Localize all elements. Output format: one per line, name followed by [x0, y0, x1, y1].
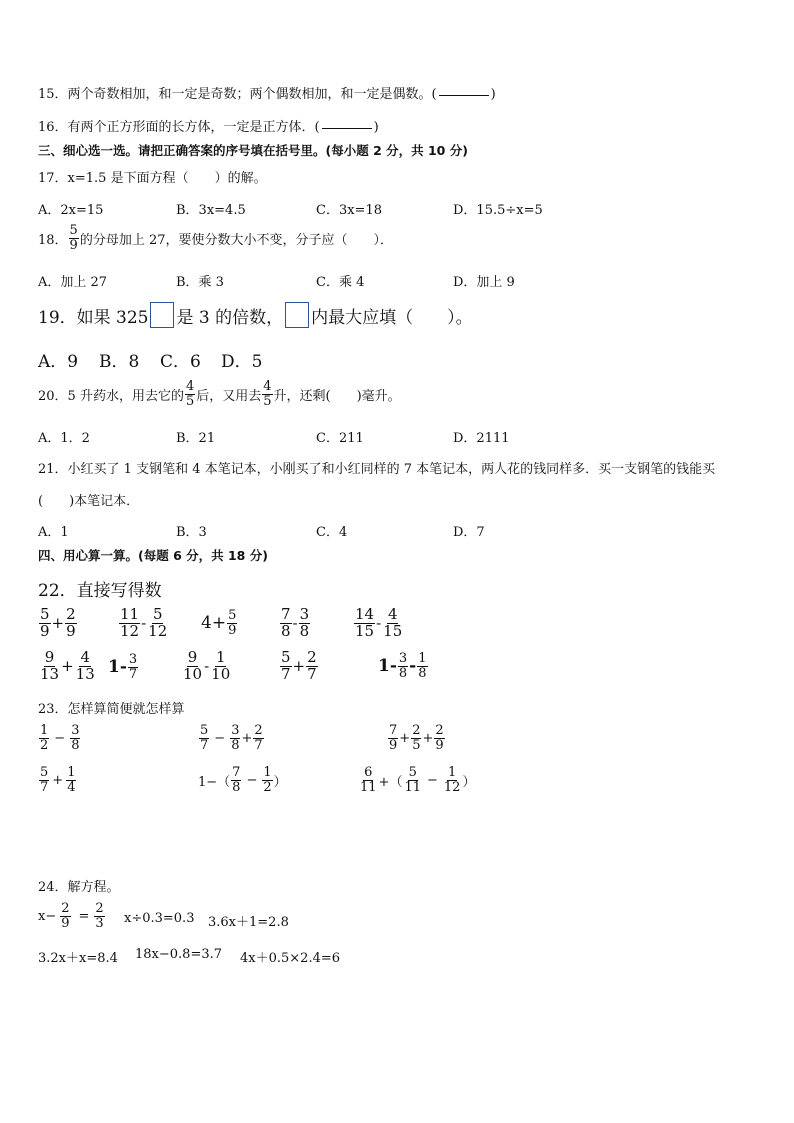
- math-text: −: [246, 772, 258, 788]
- math-text: 8: [231, 737, 240, 753]
- math-text: 9: [44, 648, 55, 666]
- question-18: [38, 224, 393, 252]
- answer-blank[interactable]: [322, 127, 372, 129]
- math-text: −: [214, 730, 226, 746]
- q19-option-b[interactable]: B．8: [99, 352, 140, 372]
- fraction: [119, 607, 140, 640]
- math-text: 9: [187, 648, 198, 666]
- math-text: 5: [40, 765, 49, 780]
- fraction: [262, 766, 272, 794]
- math-text: 的分母加上 27，要使分数大小不变，分子应（ ）．: [79, 232, 394, 248]
- fraction: [185, 380, 195, 408]
- math-text: 5: [200, 723, 209, 738]
- math-text: 11: [404, 779, 421, 795]
- math-text: -: [376, 614, 382, 633]
- q22-expr-4: [279, 607, 311, 640]
- fraction: [94, 902, 104, 930]
- math-text: 内最大应填（ ）。: [311, 307, 473, 328]
- math-text: 20．5 升药水，用去它的: [38, 388, 184, 404]
- fraction: [75, 650, 96, 683]
- question-20: [38, 380, 401, 408]
- fraction: [39, 607, 51, 640]
- math-text: 1: [215, 648, 226, 666]
- q21-option-b[interactable]: B．3: [176, 525, 207, 540]
- q18-option-a[interactable]: A．加上 27: [38, 275, 108, 290]
- q17-option-d[interactable]: D．15.5÷x=5: [453, 203, 543, 218]
- math-text: 10: [183, 664, 203, 683]
- math-text: 9: [228, 622, 237, 638]
- math-text: -: [292, 614, 298, 633]
- math-text: 2: [263, 779, 272, 795]
- math-text: 12: [148, 621, 168, 640]
- fraction: [443, 766, 462, 794]
- math-text: 9: [61, 915, 70, 931]
- math-text: 3: [71, 723, 80, 738]
- math-text: 8: [418, 665, 427, 681]
- question-15: [38, 83, 496, 102]
- section-3-heading: 三、细心选一选。请把正确答案的序号填在括号里。(每小题 2 分，共 10 分): [38, 143, 468, 158]
- q21-option-c[interactable]: C．4: [316, 525, 348, 540]
- q20-option-b[interactable]: B．21: [176, 431, 216, 446]
- math-text: 14: [355, 605, 375, 623]
- math-text: 8: [398, 665, 408, 681]
- math-text: 11: [360, 779, 377, 795]
- math-text: +: [61, 657, 74, 676]
- q22-expr-5: [353, 607, 404, 640]
- fraction: [128, 653, 138, 681]
- math-text: 3: [128, 652, 138, 667]
- q17-option-b[interactable]: B．3x=4.5: [176, 203, 246, 218]
- math-text: 7: [307, 664, 317, 683]
- math-text: 升，还剩( )毫升。: [273, 388, 401, 404]
- math-text: 3: [95, 915, 104, 931]
- math-text: 5: [412, 737, 421, 753]
- fraction: [60, 902, 70, 930]
- math-text: -: [141, 614, 147, 633]
- math-text: 2: [412, 723, 421, 738]
- math-text: 4: [263, 379, 272, 394]
- fraction: [39, 724, 49, 752]
- math-text: 5: [408, 765, 417, 780]
- math-text: 5: [69, 223, 78, 238]
- q20-option-c[interactable]: C．211: [316, 431, 364, 446]
- math-text: 4+: [201, 613, 227, 634]
- math-text: 13: [75, 664, 95, 683]
- fraction: [147, 607, 168, 640]
- math-text: 2: [435, 723, 444, 738]
- fraction: [199, 724, 209, 752]
- math-text: 1: [67, 765, 76, 780]
- q21-option-a[interactable]: A．1: [38, 525, 69, 540]
- q18-option-d[interactable]: D．加上 9: [453, 275, 515, 290]
- math-text: 5: [228, 608, 237, 623]
- fraction: [227, 609, 237, 637]
- q22-expr-2: [118, 607, 169, 640]
- math-text: ): [373, 120, 379, 135]
- q19-option-a[interactable]: A．9: [38, 352, 79, 372]
- math-text: 2: [40, 737, 49, 753]
- math-text: 2: [307, 648, 317, 666]
- math-text: 13: [40, 664, 60, 683]
- fraction: [280, 650, 292, 683]
- section-4-heading: 四、用心算一算。(每题 6 分，共 18 分): [38, 548, 268, 563]
- math-text: 11: [120, 605, 140, 623]
- question-16: [38, 116, 379, 135]
- math-text: 4: [185, 379, 195, 394]
- fraction: [398, 652, 408, 680]
- math-text: +: [241, 730, 253, 746]
- question-22-title: 22．直接写得数: [38, 581, 162, 601]
- math-text: 1-: [108, 657, 127, 678]
- fraction: [354, 607, 375, 640]
- fraction: [411, 724, 421, 752]
- math-text: 9: [435, 737, 444, 753]
- math-text: 8: [299, 621, 310, 640]
- fraction: [65, 607, 77, 640]
- q23-expr-1: [38, 724, 81, 752]
- fraction: [280, 607, 292, 640]
- fraction: [382, 607, 403, 640]
- math-text: 2: [66, 605, 76, 623]
- fraction: [182, 650, 203, 683]
- math-text: +: [422, 730, 434, 746]
- math-text: +: [52, 772, 64, 788]
- q24-equation-1: [38, 902, 106, 930]
- math-text: 7: [40, 779, 49, 795]
- math-text: 3: [398, 651, 408, 666]
- fraction: [299, 607, 311, 640]
- q24-equation-5: 18x−0.8=3.7: [135, 947, 223, 962]
- digit-box[interactable]: [150, 302, 174, 328]
- math-text: 3: [231, 723, 240, 738]
- math-text: 4: [387, 605, 398, 623]
- q24-equation-2: x÷0.3=0.3: [124, 911, 195, 926]
- math-text: −: [54, 730, 66, 746]
- math-text: +: [292, 657, 306, 676]
- math-text: 2: [61, 901, 70, 916]
- digit-box[interactable]: [285, 302, 309, 328]
- math-text: 8: [71, 737, 80, 753]
- math-text: 2: [95, 901, 104, 916]
- q23-expr-6: [358, 766, 475, 794]
- fraction: [434, 724, 444, 752]
- math-text: 9: [66, 621, 76, 640]
- q22-expr-10: [378, 652, 429, 680]
- q17-option-a[interactable]: A．2x=15: [38, 203, 104, 218]
- math-text: =: [78, 908, 90, 924]
- math-text: +（: [378, 774, 403, 790]
- math-text: 15: [383, 621, 403, 640]
- q20-option-a[interactable]: A．1．2: [38, 431, 90, 446]
- fraction: [210, 650, 231, 683]
- fraction: [69, 224, 79, 252]
- question-24-title: 24．解方程。: [38, 880, 120, 895]
- fraction: [359, 766, 378, 794]
- math-text: +: [399, 730, 411, 746]
- q23-expr-4: [38, 766, 77, 794]
- math-text: 7: [281, 605, 291, 623]
- math-text: 5: [263, 393, 272, 409]
- q21-option-d[interactable]: D．7: [453, 525, 485, 540]
- math-text: 7: [254, 737, 263, 753]
- math-text: 15: [355, 621, 375, 640]
- q19-option-d[interactable]: D．5: [221, 352, 263, 372]
- q22-expr-3: [201, 609, 238, 637]
- math-text: ）: [273, 774, 287, 790]
- math-text: +: [51, 614, 65, 633]
- q19-option-c[interactable]: C．6: [160, 352, 201, 372]
- q22-expr-6: [38, 650, 97, 683]
- math-text: 1: [448, 765, 457, 780]
- math-text: −: [427, 772, 438, 788]
- answer-blank[interactable]: [439, 94, 489, 96]
- q24-equation-6: 4x＋0.5×2.4=6: [240, 951, 341, 966]
- question-21-line1: 21．小红买了 1 支钢笔和 4 本笔记本，小刚买了和小红同样的 7 本笔记本，两人花的钱同样多．买一支钢笔的钱能买: [38, 462, 716, 477]
- math-text: 9: [389, 737, 398, 753]
- fraction: [388, 724, 398, 752]
- math-text: 7: [281, 664, 291, 683]
- q17-option-c[interactable]: C．3x=18: [316, 203, 382, 218]
- q18-option-c[interactable]: C．乘 4: [316, 275, 365, 290]
- question-17: 17．x=1.5 是下面方程（ ）的解。: [38, 171, 267, 186]
- q20-option-d[interactable]: D．2111: [453, 431, 510, 446]
- question-23-title: 23．怎样算简便就怎样算: [38, 702, 185, 717]
- math-text: 7: [389, 723, 398, 738]
- math-text: 7: [128, 666, 138, 682]
- fraction: [262, 380, 272, 408]
- math-text: 8: [281, 621, 291, 640]
- question-19: [38, 302, 473, 328]
- math-text: 5: [185, 393, 195, 409]
- fraction: [39, 650, 60, 683]
- fraction: [403, 766, 422, 794]
- q22-expr-1: [38, 607, 78, 640]
- math-text: 6: [364, 765, 373, 780]
- math-text: 9: [69, 237, 78, 253]
- math-text: 是 3 的倍数，: [176, 307, 284, 328]
- math-text: 10: [211, 664, 231, 683]
- q22-expr-9: [279, 650, 319, 683]
- q24-equation-3: 3.6x＋1=2.8: [208, 915, 289, 930]
- math-text: 4: [67, 779, 76, 795]
- fraction: [66, 766, 76, 794]
- math-text: 19．如果 325: [38, 307, 149, 328]
- math-text: ): [490, 87, 496, 102]
- q24-equation-4: 3.2x＋x=8.4: [38, 951, 118, 966]
- math-text: 7: [200, 737, 209, 753]
- math-text: 1: [40, 723, 49, 738]
- q23-expr-2: [198, 724, 265, 752]
- fraction: [253, 724, 263, 752]
- fraction: [39, 766, 49, 794]
- q22-expr-8: [181, 650, 232, 683]
- math-text: 12: [120, 621, 140, 640]
- q22-expr-7: [108, 653, 139, 681]
- math-text: -: [409, 656, 417, 677]
- math-text: 8: [232, 779, 241, 795]
- math-text: 7: [232, 765, 241, 780]
- math-text: 9: [40, 621, 50, 640]
- math-text: 1-: [378, 656, 397, 677]
- math-text: 2: [254, 723, 263, 738]
- math-text: ）: [462, 774, 476, 790]
- math-text: 后，又用去: [196, 388, 262, 404]
- math-text: 3: [299, 605, 310, 623]
- math-text: 4: [80, 648, 90, 666]
- math-text: 1: [418, 651, 427, 666]
- fraction: [70, 724, 80, 752]
- math-text: 1: [263, 765, 272, 780]
- math-text: 12: [443, 779, 461, 795]
- math-text: 15．两个奇数相加，和一定是奇数；两个偶数相加，和一定是偶数。(: [38, 87, 437, 102]
- math-text: 1−（: [198, 774, 231, 790]
- math-text: x−: [38, 908, 57, 924]
- q23-expr-3: [387, 724, 446, 752]
- fraction: [230, 724, 240, 752]
- question-21-line2: ( )本笔记本．: [38, 494, 140, 509]
- fraction: [306, 650, 318, 683]
- math-text: 5: [152, 605, 163, 623]
- math-text: 5: [281, 648, 291, 666]
- math-text: 18．: [38, 232, 68, 248]
- q23-expr-5: [198, 766, 287, 794]
- q18-option-b[interactable]: B．乘 3: [176, 275, 224, 290]
- math-text: -: [204, 657, 210, 676]
- math-text: 16．有两个正方形面的长方体，一定是正方体．(: [38, 120, 320, 135]
- fraction: [231, 766, 241, 794]
- math-text: 5: [40, 605, 50, 623]
- fraction: [417, 652, 427, 680]
